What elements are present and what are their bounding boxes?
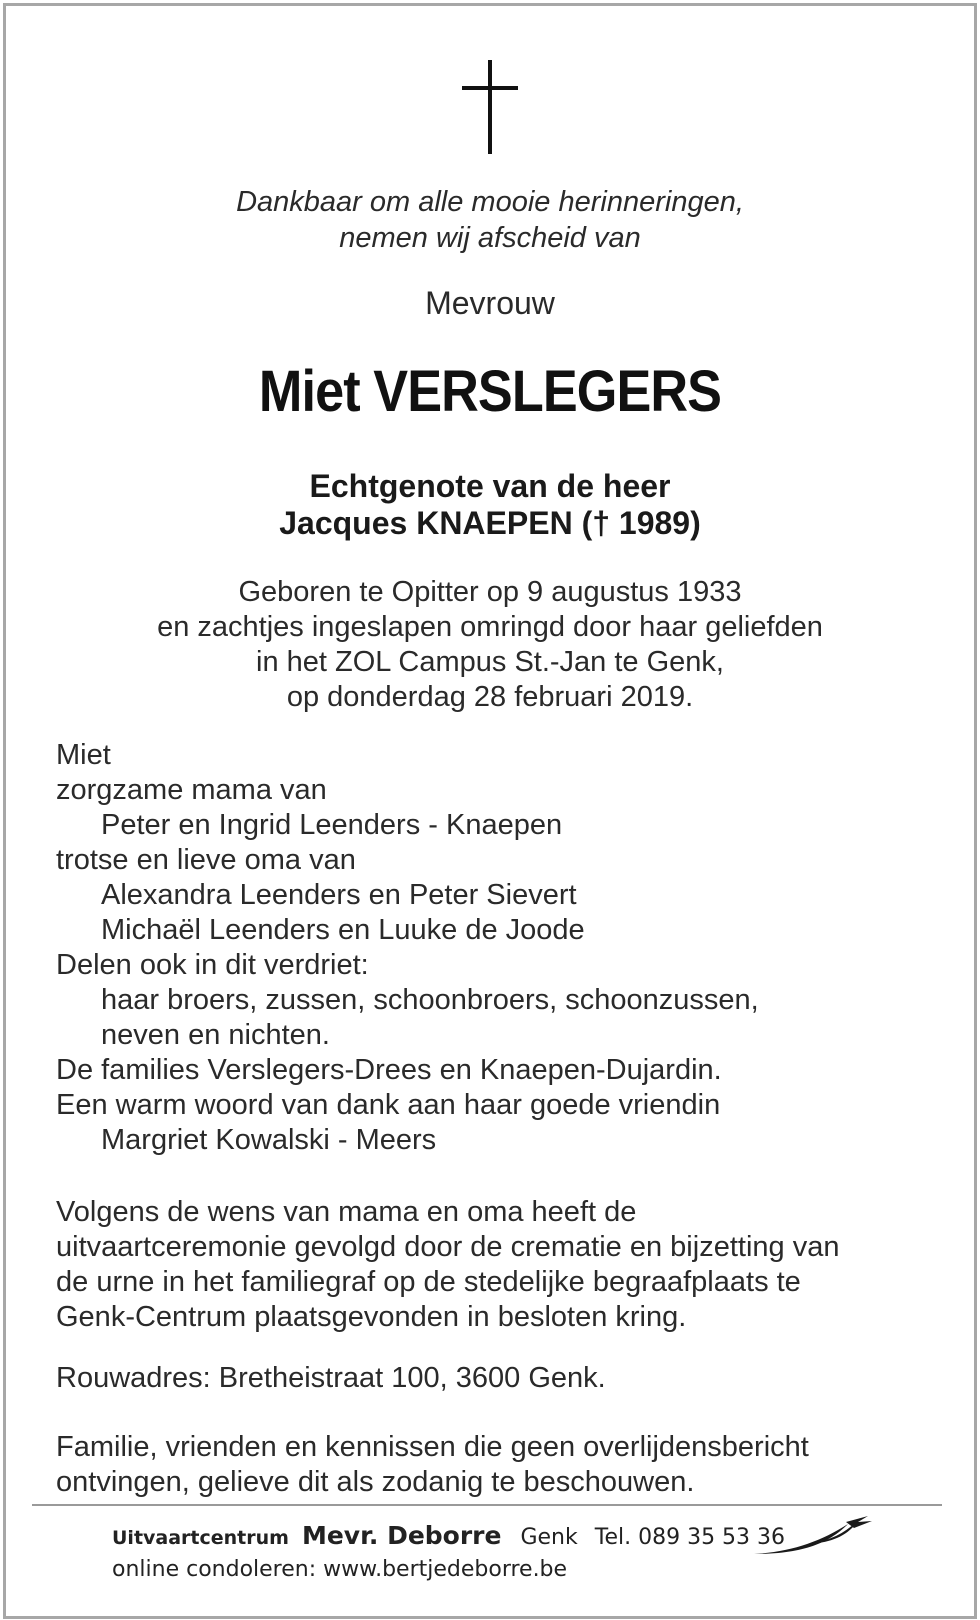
ceremony-paragraph <box>56 1195 936 1335</box>
spouse-line: Echtgenote van de heer <box>309 468 671 504</box>
birth-line: Geboren te Opitter op 9 augustus 1933 <box>238 576 742 608</box>
notice-line: ontvingen, gelieve dit als zodanig te beschouwen. <box>56 1466 695 1498</box>
mourning-address: Rouwadres: Bretheistraat 100, 3600 Genk. <box>56 1362 606 1394</box>
birth-line: op donderdag 28 februari 2019. <box>286 681 694 713</box>
footer-online-condolence: online condoleren: www.bertjedeborre.be <box>112 1557 568 1582</box>
family-list <box>56 738 936 1158</box>
family-line: Een warm woord van dank aan haar goede vriendin <box>56 1089 721 1121</box>
footer-phone: Tel. 089 35 53 36 <box>594 1525 786 1550</box>
family-line: haar broers, zussen, schoonbroers, schoonzussen, <box>101 984 759 1016</box>
bird-swoosh-logo-icon <box>750 1512 880 1562</box>
notice-paragraph <box>56 1430 936 1500</box>
family-line: Margriet Kowalski - Meers <box>101 1124 437 1156</box>
latin-cross-icon <box>0 58 980 158</box>
footer-contact-line <box>112 1520 785 1554</box>
spouse-info <box>0 468 980 542</box>
family-line: Miet <box>56 739 111 771</box>
birth-line: en zachtjes ingeslapen omringd door haar geliefden <box>157 611 823 643</box>
family-line: Delen ook in dit verdriet: <box>56 949 369 981</box>
footer-location: Genk <box>520 1525 578 1550</box>
funeral-home-footer <box>112 1520 785 1586</box>
honorific: Mevrouw <box>425 285 555 321</box>
intro-line: Dankbaar om alle mooie herinneringen, <box>236 186 744 218</box>
footer-divider <box>32 1504 942 1506</box>
footer-label: Uitvaartcentrum <box>112 1527 289 1549</box>
family-line: De families Verslegers-Drees en Knaepen-Dujardin. <box>56 1054 722 1086</box>
family-line: zorgzame mama van <box>56 774 327 806</box>
family-line: Peter en Ingrid Leenders - Knaepen <box>101 809 563 841</box>
ceremony-line: Volgens de wens van mama en oma heeft de <box>56 1196 637 1228</box>
deceased-name: Miet VERSLEGERS <box>258 359 722 424</box>
ceremony-line: de urne in het familiegraf op de stedelijke begraafplaats te <box>56 1266 801 1298</box>
ceremony-line: Genk-Centrum plaatsgevonden in besloten kring. <box>56 1301 687 1333</box>
family-line: trotse en lieve oma van <box>56 844 356 876</box>
ceremony-line: uitvaartceremonie gevolgd door de crematie en bijzetting van <box>56 1231 840 1263</box>
birth-line: in het ZOL Campus St.-Jan te Genk, <box>256 646 724 678</box>
family-line: neven en nichten. <box>101 1019 330 1051</box>
family-line: Alexandra Leenders en Peter Sievert <box>101 879 577 911</box>
notice-line: Familie, vrienden en kennissen die geen overlijdensbericht <box>56 1431 809 1463</box>
spouse-line: Jacques KNAEPEN († 1989) <box>279 505 701 541</box>
intro-text <box>0 184 980 256</box>
footer-brand: Mevr. Deborre <box>301 1521 502 1550</box>
family-line: Michaël Leenders en Luuke de Joode <box>101 914 585 946</box>
intro-line: nemen wij afscheid van <box>339 222 641 254</box>
birth-death-info <box>0 575 980 715</box>
